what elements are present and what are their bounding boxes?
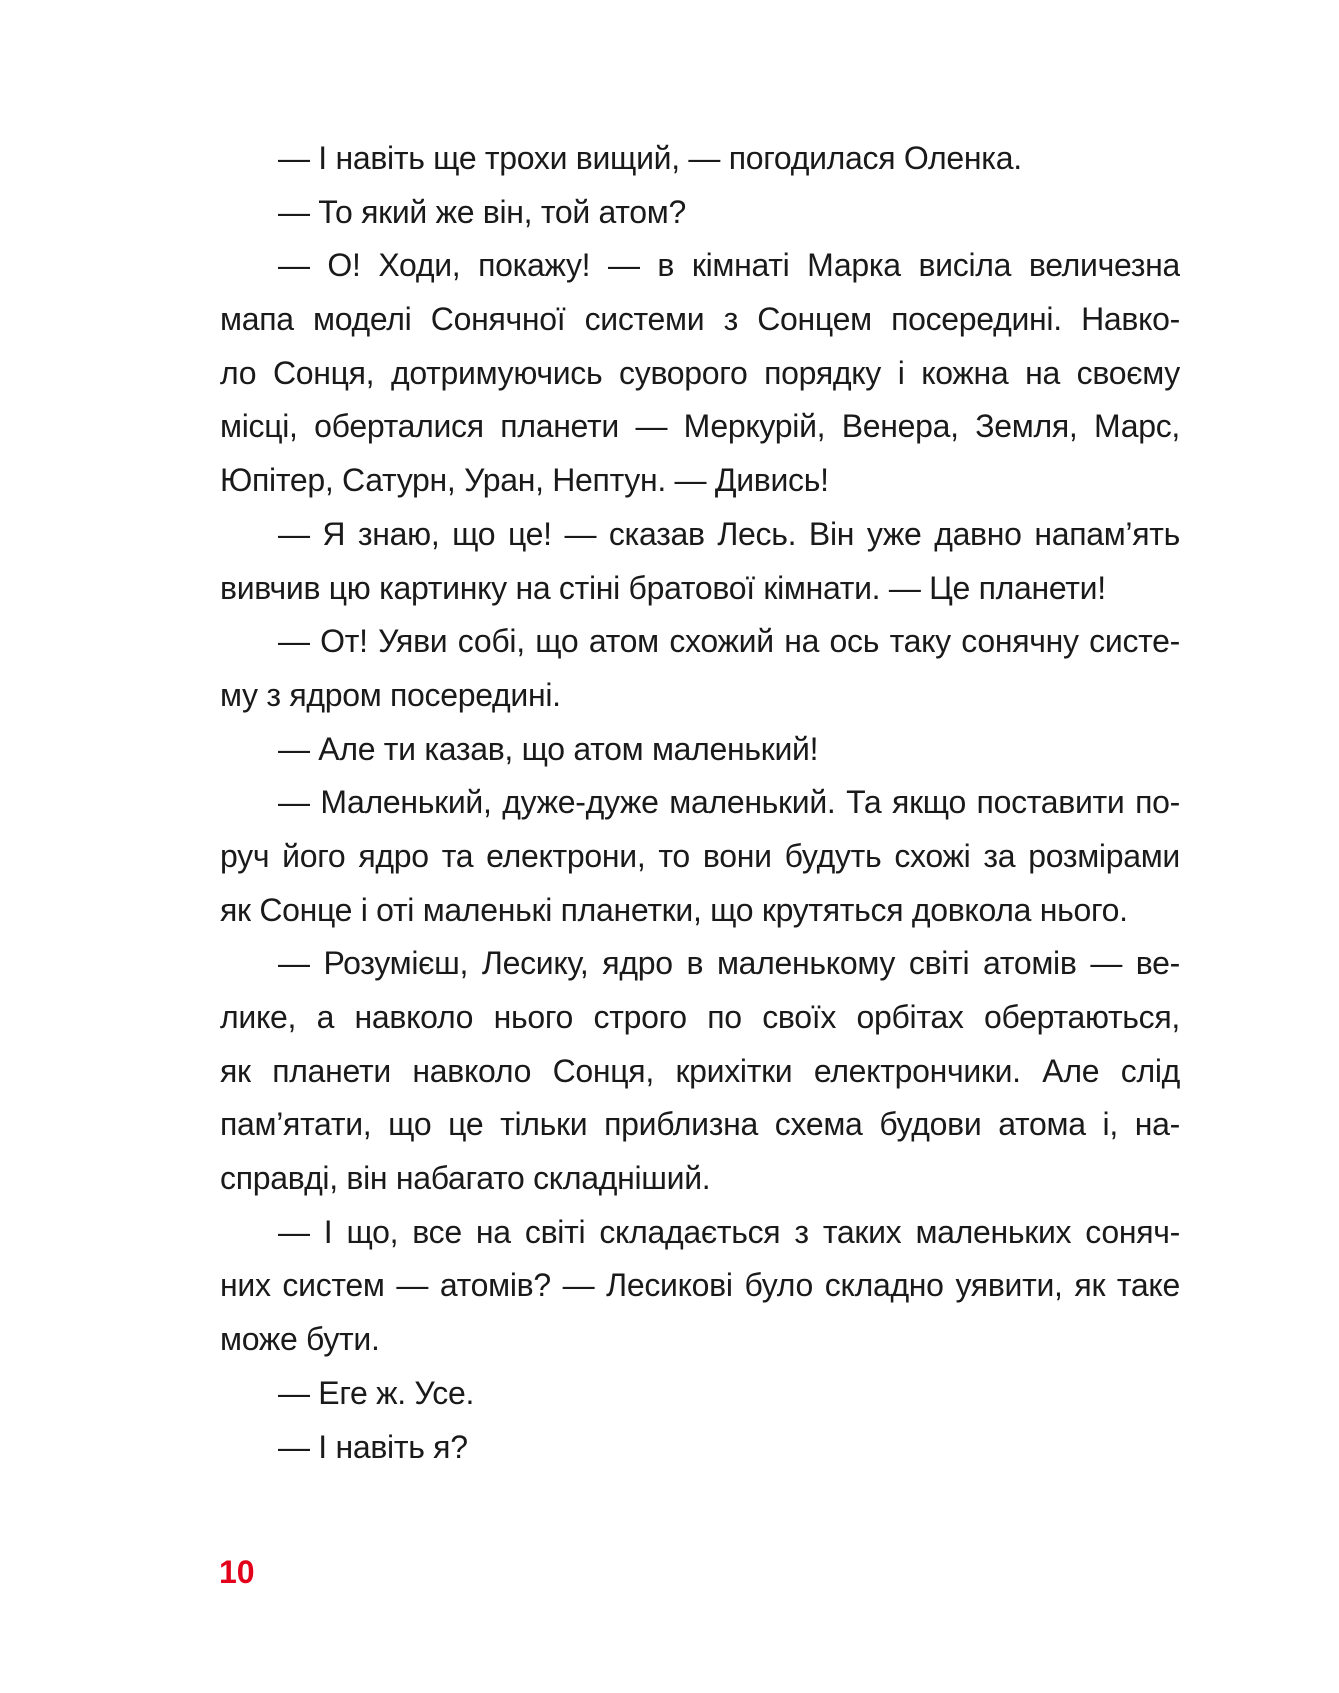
text-line: як Сонце і оті маленькі планетки, що крутяться довкола нього. [220,891,1128,928]
text-line: як планети навколо Сонця, крихітки електрончики. Але слід [220,1052,1180,1089]
text-line: — Маленький, дуже-дуже маленький. Та якщо поставити по- [278,784,1180,821]
text-line: місці, оберталися планети — Меркурій, Венера, Земля, Марс, [220,408,1180,445]
body-text [220,132,1180,1474]
text-line: — Еге ж. Усе. [278,1374,475,1411]
text-line: справді, він набагато складніший. [220,1160,711,1197]
text-line: пам’ятати, що це тільки приблизна схема будови атома і, на- [220,1106,1180,1143]
page-number: 10 [219,1554,255,1590]
text-line: них систем — атомів? — Лесикові було складно уявити, як таке [220,1267,1180,1304]
text-line: — І навіть я? [278,1428,468,1465]
text-line: — Але ти казав, що атом маленький! [278,730,819,767]
text-line: мапа моделі Сонячної системи з Сонцем посередині. Навко- [220,301,1180,338]
text-line: — От! Уяви собі, що атом схожий на ось таку сонячну систе- [278,623,1180,660]
text-line: може бути. [220,1321,380,1358]
text-line: лике, а навколо нього строго по своїх орбітах обертаються, [220,999,1180,1035]
text-line: вивчив цю картинку на стіні братової кімнати. — Це планети! [220,569,1106,606]
text-line: — І навіть ще трохи вищий, — погодилася Оленка. [278,140,1022,176]
text-line: Юпітер, Сатурн, Уран, Нептун. — Дивись! [220,462,829,499]
text-line: ло Сонця, дотримуючись суворого порядку і кожна на своєму [220,354,1180,391]
text-line: — Я знаю, що це! — сказав Лесь. Він уже давно напам’ять [278,515,1180,552]
text-line: — О! Ходи, покажу! — в кімнаті Марка висіла величезна [278,247,1180,284]
text-line: — І що, все на світі складається з таких маленьких соняч- [278,1213,1180,1250]
text-line: — Розумієш, Лесику, ядро в маленькому світі атомів — ве- [278,945,1180,982]
text-line: — То який же він, той атом? [278,193,686,230]
text-line: му з ядром посередині. [220,676,561,713]
text-line: руч його ядро та електрони, то вони будуть схожі за розмірами [220,837,1180,874]
